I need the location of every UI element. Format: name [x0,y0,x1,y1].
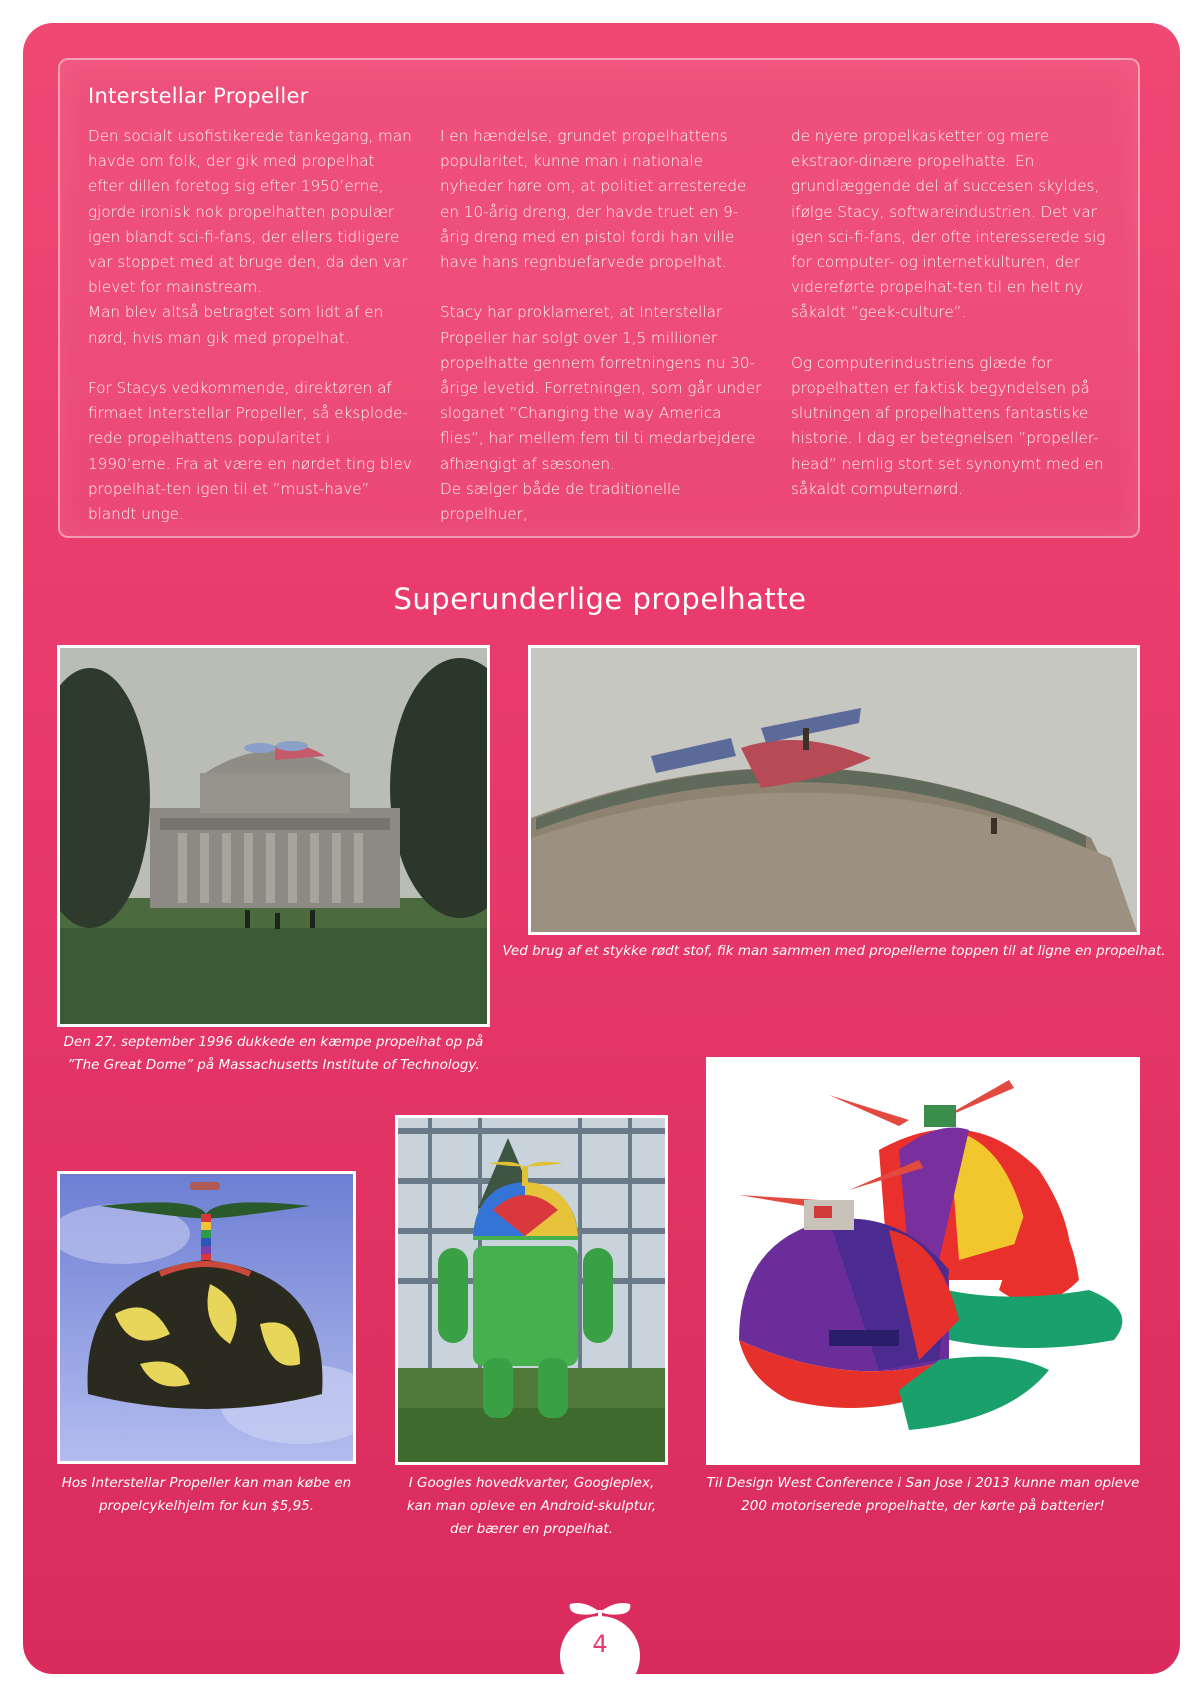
section-title: Superunderlige propelhatte [393,582,807,616]
great-dome-caption: Den 27. september 1996 dukkede en kæmpe propelhat op på ”The Great Dome” på Massachusetts Institute of Technology. [63,1034,484,1073]
android-caption: I Googles hovedkvarter, Googleplex, kan man opleve en Android-skulptur, der bærer en propelhat. [406,1475,657,1537]
page-number: 4 [592,1630,608,1658]
helmet-caption: Hos Interstellar Propeller kan man købe en propelcykelhjelm for kun $5,95. [61,1475,352,1514]
android-photo [395,1115,668,1465]
page-number-badge [560,1608,640,1674]
article-column-2: I en hændelse, grundet propelhattens popularitet, kunne man i nationale nyheder høre om, at politiet arresterede en 10-årig dreng, der havde truet en 9-årig dreng med en pistol fordi han ville have hans regnbuefarvede propelhat. Stacy har proklameret, at Interstellar Propeller har solgt over 1,5 millioner propelhatte gennem forretningens nu 30-årige levetid. Forretningen, som går under sloganet ”Changing the way America flies”, har mellem fem til ti medarbejdere afhængigt af sæsonen. De sælger både de traditionelle propelhuer, [440,127,762,524]
article-column-1: Den socialt usofistikerede tankegang, man havde om folk, der gik med propelhat efter dillen foretog sig efter 1950’erne, gjorde ironisk nok propelhatten populær igen blandt sci-fi-fans, der ellers tidligere var stoppet med at bruge den, da den var blevet for mainstream. Man blev altså betragtet som lidt af en nørd, hvis man gik med propelhat. For Stacys vedkommende, direktøren af firmaet Interstellar Propeller, så eksplode-rede propelhattens popularitet i 1990’erne. Fra at være en nørdet ting blev propelhat-ten igen til et ”must-have” blandt unge. [88,127,412,524]
great-dome-photo [57,645,490,1027]
dome-closeup-caption: Ved brug af et stykke rødt stof, fik man sammen med propellerne toppen til at ligne en propelhat. [502,943,1166,959]
article-title: Interstellar Propeller [88,84,309,108]
helmet-photo [57,1171,356,1464]
motorised-caps-caption: Til Design West Conference i San Jose i 2013 kunne man opleve 200 motoriserede propelhatte, der kørte på batterier! [706,1475,1140,1514]
motorised-caps-photo [706,1057,1140,1465]
dome-closeup-photo [528,645,1140,935]
article-column-3: de nyere propelkasketter og mere ekstraor-dinære propelhatte. En grundlæggende del af succesen skyldes, ifølge Stacy, softwareindustrien. Det var igen sci-fi-fans, der ofte interesserede sig for computer- og internetkulturen, der videreførte propelhat-ten til en helt ny såkaldt ”geek-culture”. Og computerindustriens glæde for propelhatten er faktisk begyndelsen på slutningen af propelhattens fantastiske historie. I dag er betegnelsen ”propeller-head” nemlig stort set synonymt med en såkaldt computernørd. [791,127,1106,498]
